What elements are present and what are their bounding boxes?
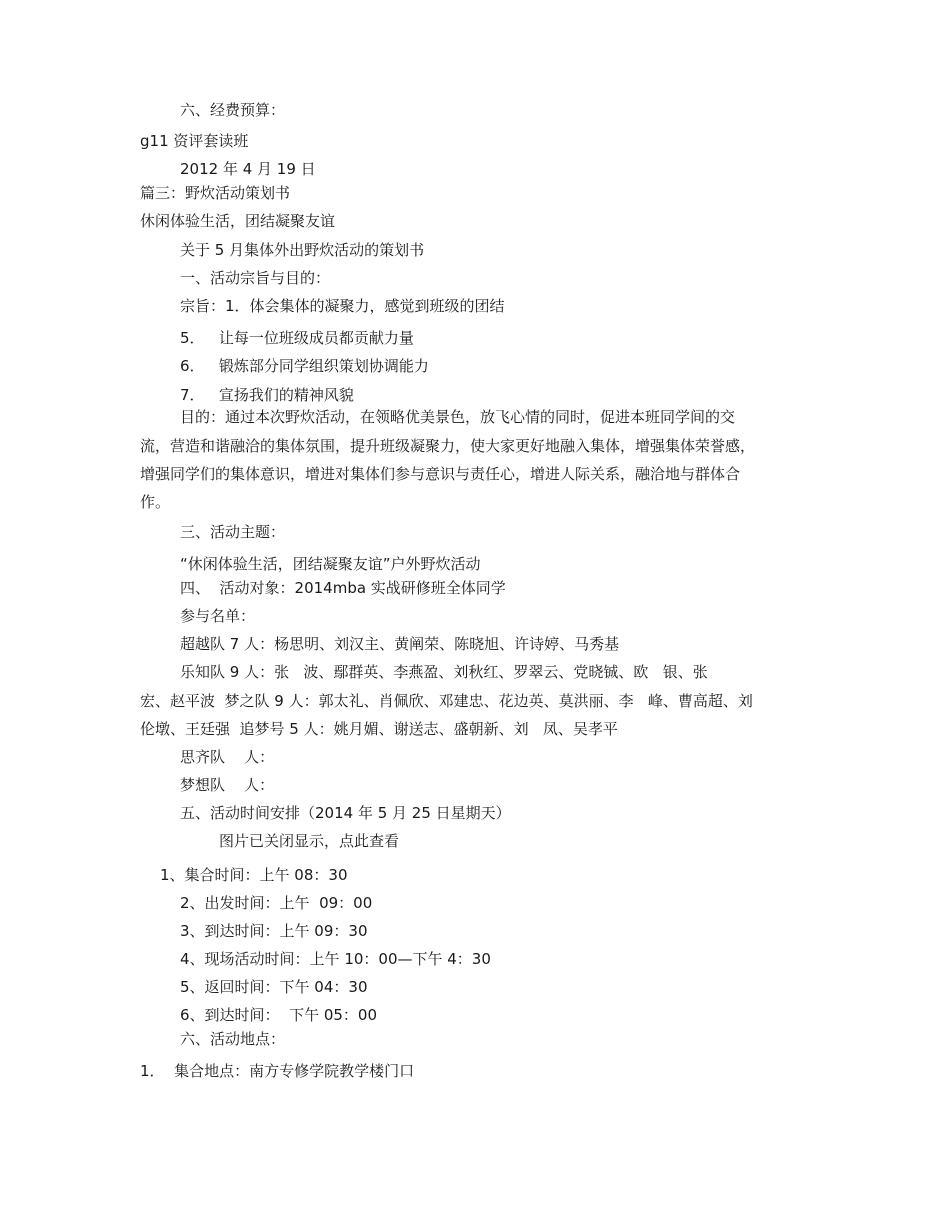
target-audience: 四、 活动对象：2014mba 实战研修班全体同学 xyxy=(180,579,506,597)
section-location-heading: 六、活动地点： xyxy=(180,1030,286,1048)
goal-paragraph-line: 作。 xyxy=(140,493,171,511)
team-mengxiang: 梦想队 人： xyxy=(180,776,275,794)
schedule-item-6: 6、到达时间： 下午 05：00 xyxy=(180,1006,378,1024)
purpose-item-6: 6． 锻炼部分同学组织策划协调能力 xyxy=(180,357,429,375)
section-purpose-heading: 一、活动宗旨与目的： xyxy=(180,269,331,287)
team-lezhi: 乐知队 9 人：张 波、鄢群英、李燕盈、刘秋红、罗翠云、党晓铖、欧 银、张 xyxy=(180,663,708,681)
purpose-item-7: 7． 宣扬我们的精神风貌 xyxy=(180,386,354,404)
location-item-1: 1． 集合地点：南方专修学院教学楼门口 xyxy=(140,1062,415,1080)
schedule-item-5: 5、返回时间：下午 04：30 xyxy=(180,978,368,996)
doc-source-line: g11 资评套读班 xyxy=(140,132,249,150)
section-schedule-heading: 五、活动时间安排（2014 年 5 月 25 日星期天） xyxy=(180,804,511,822)
plan-title: 关于 5 月集体外出野炊活动的策划书 xyxy=(180,241,425,259)
schedule-item-3: 3、到达时间：上午 09：30 xyxy=(180,922,368,940)
goal-paragraph-line: 目的：通过本次野炊活动，在领略优美景色，放飞心情的同时，促进本班同学间的交 xyxy=(180,408,736,426)
goal-paragraph-line: 增强同学们的集体意识，增进对集体们参与意识与责任心，增进人际关系，融洽地与群体合 xyxy=(140,465,741,483)
team-zhuimeng: 伦墩、王廷强 追梦号 5 人：姚月媚、谢送志、盛朝新、刘 凤、吴孝平 xyxy=(140,720,618,738)
section-theme-heading: 三、活动主题： xyxy=(180,523,286,541)
schedule-item-2: 2、出发时间：上午 09：00 xyxy=(180,894,373,912)
schedule-item-4: 4、现场活动时间：上午 10：00—下午 4：30 xyxy=(180,950,491,968)
budget-heading: 六、经费预算： xyxy=(180,101,286,119)
team-mengzhi: 宏、赵平波 梦之队 9 人：郭太礼、肖佩欣、邓建忠、花边英、莫洪丽、李 峰、曹高超、刘 xyxy=(140,692,753,710)
purpose-item-5: 5． 让每一位班级成员都贡献力量 xyxy=(180,329,414,347)
image-hidden-link[interactable]: 图片已关闭显示，点此查看 xyxy=(219,832,400,850)
participant-list-heading: 参与名单： xyxy=(180,607,256,625)
theme-text: “休闲体验生活，团结凝聚友谊”户外野炊活动 xyxy=(180,555,481,573)
chapter-title: 篇三：野炊活动策划书 xyxy=(140,184,291,202)
schedule-item-1: 1、集合时间：上午 08：30 xyxy=(160,866,348,884)
team-siqi: 思齐队 人： xyxy=(180,748,275,766)
team-chaoyue: 超越队 7 人：杨思明、刘汉主、黄阐荣、陈晓旭、许诗婷、马秀基 xyxy=(180,635,620,653)
doc-date: 2012 年 4 月 19 日 xyxy=(180,160,316,178)
goal-paragraph-line: 流，营造和谐融洽的集体氛围，提升班级凝聚力，使大家更好地融入集体，增强集体荣誉感， xyxy=(140,437,756,455)
slogan: 休闲体验生活，团结凝聚友谊 xyxy=(140,212,336,230)
purpose-item-1: 宗旨：1．体会集体的凝聚力，感觉到班级的团结 xyxy=(180,297,505,315)
